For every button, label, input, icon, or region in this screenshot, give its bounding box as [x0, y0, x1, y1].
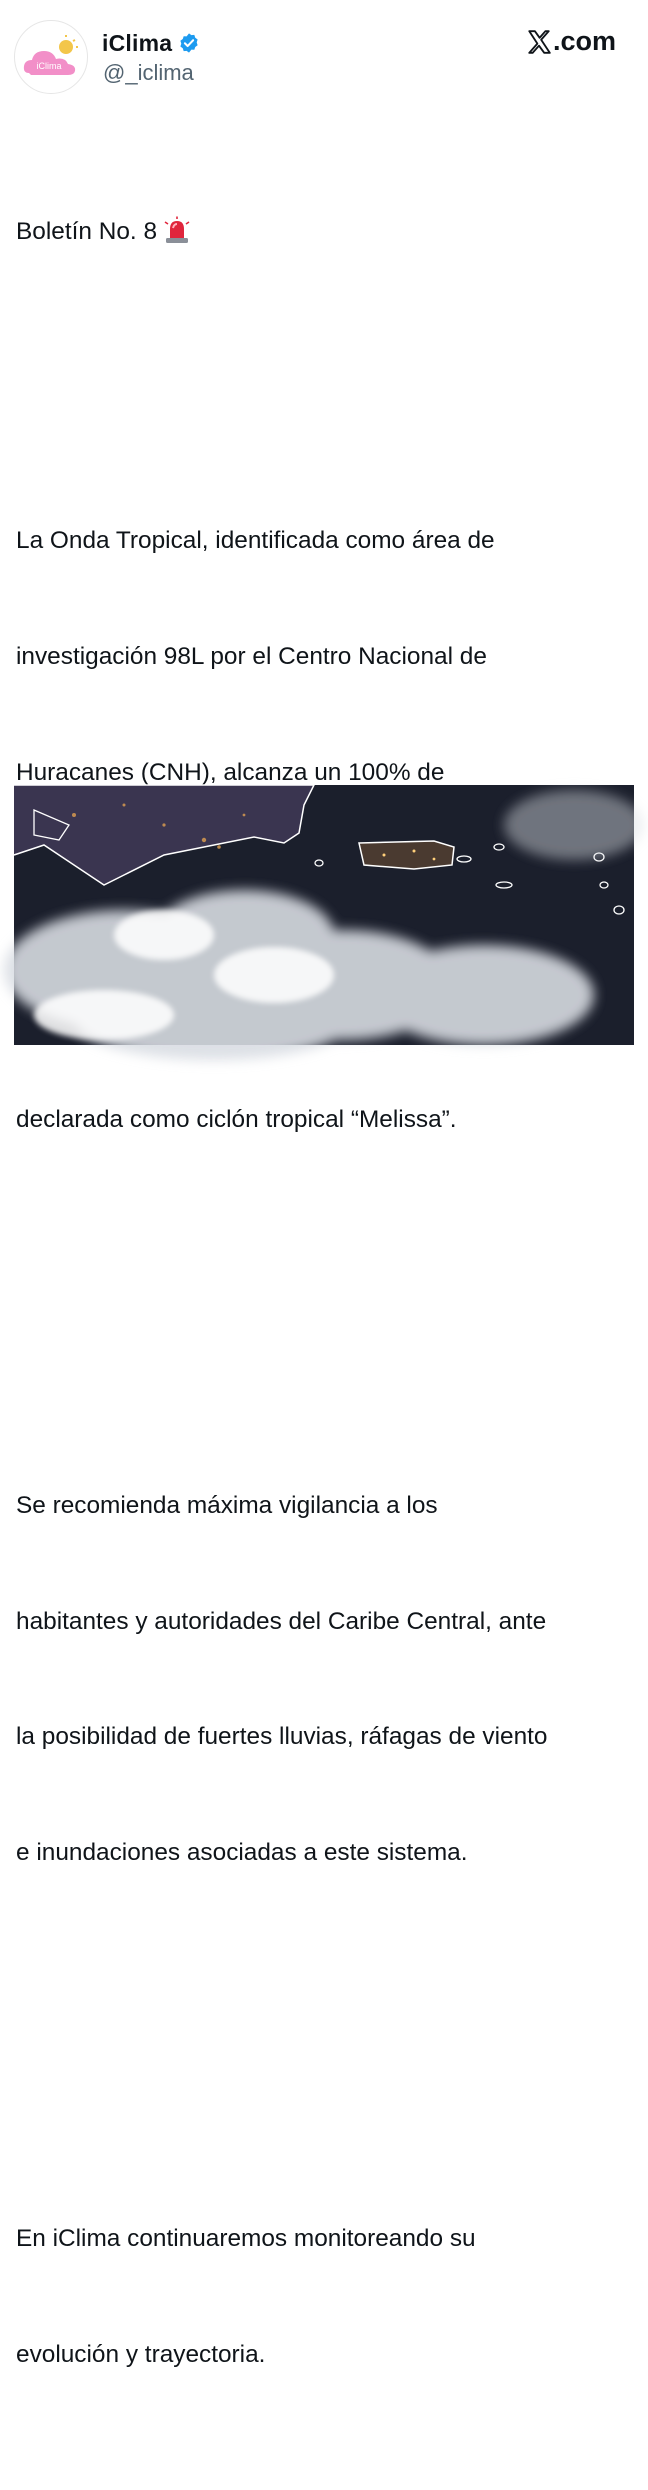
verified-badge-icon — [178, 32, 200, 54]
text-line: e inundaciones asociadas a este sistema. — [16, 1839, 468, 1867]
paragraph-3 — [16, 2143, 632, 2452]
text-line: evolución y trayectoria. — [16, 2340, 266, 2368]
svg-text:iClima: iClima — [36, 61, 62, 71]
text-line: Huracanes (CNH), alcanza un 100% de — [16, 758, 445, 786]
avatar[interactable] — [14, 20, 88, 94]
satellite-image[interactable] — [14, 785, 634, 1045]
text-line: investigación 98L por el Centro Nacional de — [16, 642, 487, 670]
tweet-text — [16, 136, 632, 2490]
display-name[interactable]: iClima — [102, 29, 173, 56]
text-line: declarada como ciclón tropical “Melissa”. — [16, 1105, 457, 1133]
account-handle[interactable]: @_iclima — [103, 60, 194, 85]
cloud-logo-icon — [15, 21, 89, 95]
tweet-header — [0, 0, 648, 100]
text-line: la posibilidad de fuertes lluvias, ráfagas de viento — [16, 1723, 548, 1751]
bulletin-title: Boletín No. 8 — [16, 218, 158, 246]
paragraph-2 — [16, 1410, 632, 1950]
text-line: La Onda Tropical, identificada como área de — [16, 526, 495, 554]
text-line: habitantes y autoridades del Caribe Central, ante — [16, 1607, 547, 1635]
text-line: En iClima continuaremos monitoreando su — [16, 2225, 476, 2253]
name-row — [102, 28, 200, 58]
bulletin-line — [16, 213, 632, 252]
text-line: Se recomienda máxima vigilancia a los — [16, 1491, 438, 1519]
brand-domain: .com — [552, 26, 616, 56]
police-light-icon — [163, 216, 191, 244]
x-com-brand — [526, 26, 616, 57]
x-logo-icon — [526, 29, 552, 55]
satellite-map-graphic — [14, 785, 634, 1045]
